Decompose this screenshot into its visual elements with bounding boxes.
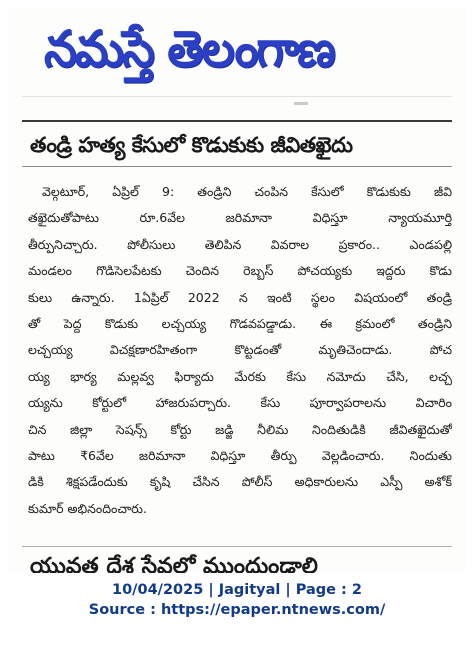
article-line: తీర్పునిచ్చారు. పోలీసులు తెలిపిన వివరాల ప్రకారం.. ఎండపల్లి xyxy=(28,236,452,252)
print-speck xyxy=(294,102,308,105)
article-line: తఖైదుతోపాటు రూ.6వేల జరిమానా విధిస్తూ న్యాయమూర్తి xyxy=(28,210,452,226)
article-line: కులు ఉన్నారు. 1ఏప్రిల్ 2022 న ఇంటి స్థలం విషయంలో తండ్రి xyxy=(28,289,452,305)
source-footer xyxy=(0,580,474,620)
article-line: మండలం గొడిసెలపేటకు చెందిన రెబ్బస్ పోచయ్యకు ఇద్దరు కొడు xyxy=(28,263,452,279)
article-line: లచ్చయ్య విచక్షణారహితంగా కొట్టడంతో మృతిచెందాడు. పోచ xyxy=(28,342,452,358)
next-article-headline: యువత దేశ సేవలో ముందుండాలి xyxy=(30,554,318,573)
headline-top-rule xyxy=(22,120,452,122)
source-link[interactable]: Source : https://epaper.ntnews.com/ xyxy=(88,602,386,618)
newspaper-masthead: నమస్తే తెలంగాణ xyxy=(44,20,334,78)
newspaper-clipping xyxy=(8,8,466,573)
masthead-divider xyxy=(22,96,452,97)
article-line: కుమార్ అభినందించారు. xyxy=(28,500,147,516)
edition-info: 10/04/2025 | Jagityal | Page : 2 xyxy=(112,582,362,598)
article-line: య్య భార్య మల్లవ్వ ఫిర్యాదు మేరకు కేసు నమోదు చేసి, లచ్చ xyxy=(28,368,452,384)
article-line: పాటు ₹6వేల జరిమానా విధిస్తూ తీర్పు వెల్లడించారు. నిందుతు xyxy=(28,448,452,464)
next-article-rule xyxy=(22,546,452,547)
article-body xyxy=(28,179,452,522)
article-line: చిన జిల్లా సెషన్స్ కోర్టు జడ్జి నీలిమ నిందితుడికి జీవితఖైదుతో xyxy=(28,421,452,437)
article-headline: తండ్రి హత్య కేసులో కొడుకుకు జీవితఖైదు xyxy=(30,133,353,157)
article-line: వెల్గటూర్, ఏప్రిల్ 9: తండ్రిని చంపిన కేసులో కొడుకుకు జీవి xyxy=(42,184,452,199)
headline-bottom-rule xyxy=(22,166,452,167)
article-line: య్యను కోర్టులో హాజరుపర్చారు. కేసు పూర్వాపరాలను విచారిం xyxy=(28,395,452,411)
article-line: డికి శిక్షపడేందుకు కృషి చేసిన పోలీస్ అధికారులను ఎస్పీ అశోక్ xyxy=(28,474,452,490)
article-line: తో పెద్ద కొడుకు లచ్చయ్య గొడవపడ్డాడు. ఈ క్రమంలో తండ్రిని xyxy=(28,316,452,332)
